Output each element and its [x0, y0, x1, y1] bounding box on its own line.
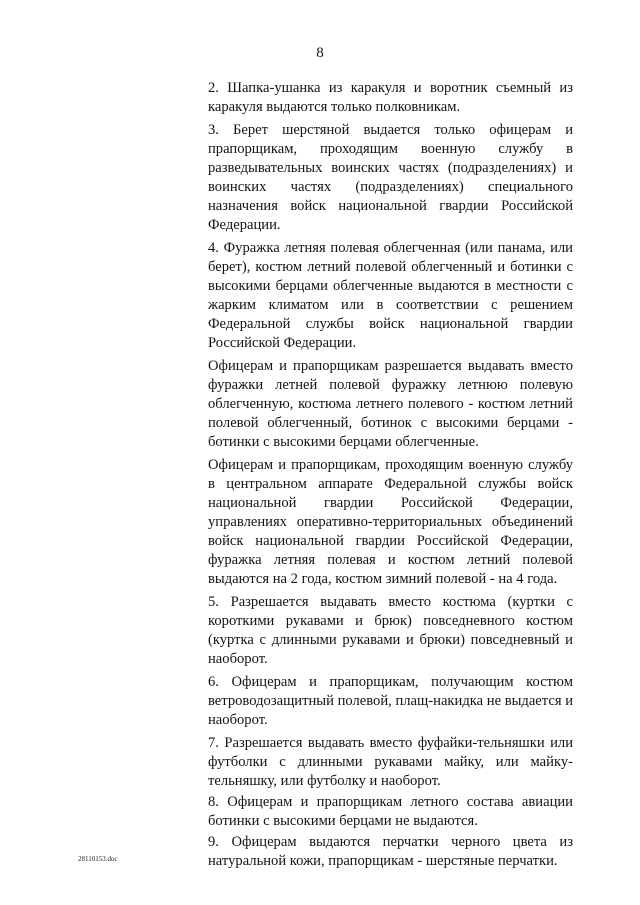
page-number: 8 — [316, 45, 324, 61]
paragraph-item-3: 3. Берет шерстяной выдается только офицерам и прапорщикам, проходящим военную службу в разведывательных воинских частях (подразделениях) и воинских частях (подразделениях) специального назначения войск национальной гвардии Российской Федерации. — [208, 122, 573, 233]
paragraph-item-4-note-2: Офицерам и прапорщикам, проходящим военную службу в центральном аппарате Федеральной службы войск национальной гвардии Российской Федерации, управлениях оперативно-территориальных объединений войск национальной гвардии Российской Федерации, фуражка летняя полевая и костюм летний полевой выдаются на 2 года, костюм зимний полевой - на 4 года. — [208, 457, 573, 587]
document-file-code: 28110153.doc — [78, 855, 118, 863]
paragraph-item-7: 7. Разрешается выдавать вместо фуфайки-тельняшки или футболки с длинными рукавами майку, или майку-тельняшку, или футболку и наоборот. — [208, 735, 573, 789]
paragraph-item-4-note-1: Офицерам и прапорщикам разрешается выдавать вместо фуражки летней полевой фуражку летнюю полевую облегченную, костюма летнего полевого - костюм летний полевой облегченный, ботинок с высокими берцами - ботинки с высокими берцами облегченные. — [208, 358, 573, 450]
paragraph-item-4: 4. Фуражка летняя полевая облегченная (или панама, или берет), костюм летний полевой облегченный и ботинки с высокими берцами облегченные выдаются в местности с жарким климатом или в соответствии с решением Федеральной службы войск национальной гвардии Российской Федерации. — [208, 240, 573, 351]
document-body — [208, 79, 573, 875]
paragraph-item-9: 9. Офицерам выдаются перчатки черного цвета из натуральной кожи, прапорщикам - шерстяные перчатки. — [208, 834, 573, 869]
paragraph-item-5: 5. Разрешается выдавать вместо костюма (куртки с короткими рукавами и брюк) повседневного костюм (куртка с длинными рукавами и брюки) повседневный и наоборот. — [208, 594, 573, 667]
paragraph-item-2: 2. Шапка-ушанка из каракуля и воротник съемный из каракуля выдаются только полковникам. — [208, 80, 573, 115]
paragraph-item-8: 8. Офицерам и прапорщикам летного состава авиации ботинки с высокими берцами не выдаются. — [208, 794, 573, 829]
paragraph-item-6: 6. Офицерам и прапорщикам, получающим костюм ветроводозащитный полевой, плащ-накидка не выдается и наоборот. — [208, 674, 573, 728]
